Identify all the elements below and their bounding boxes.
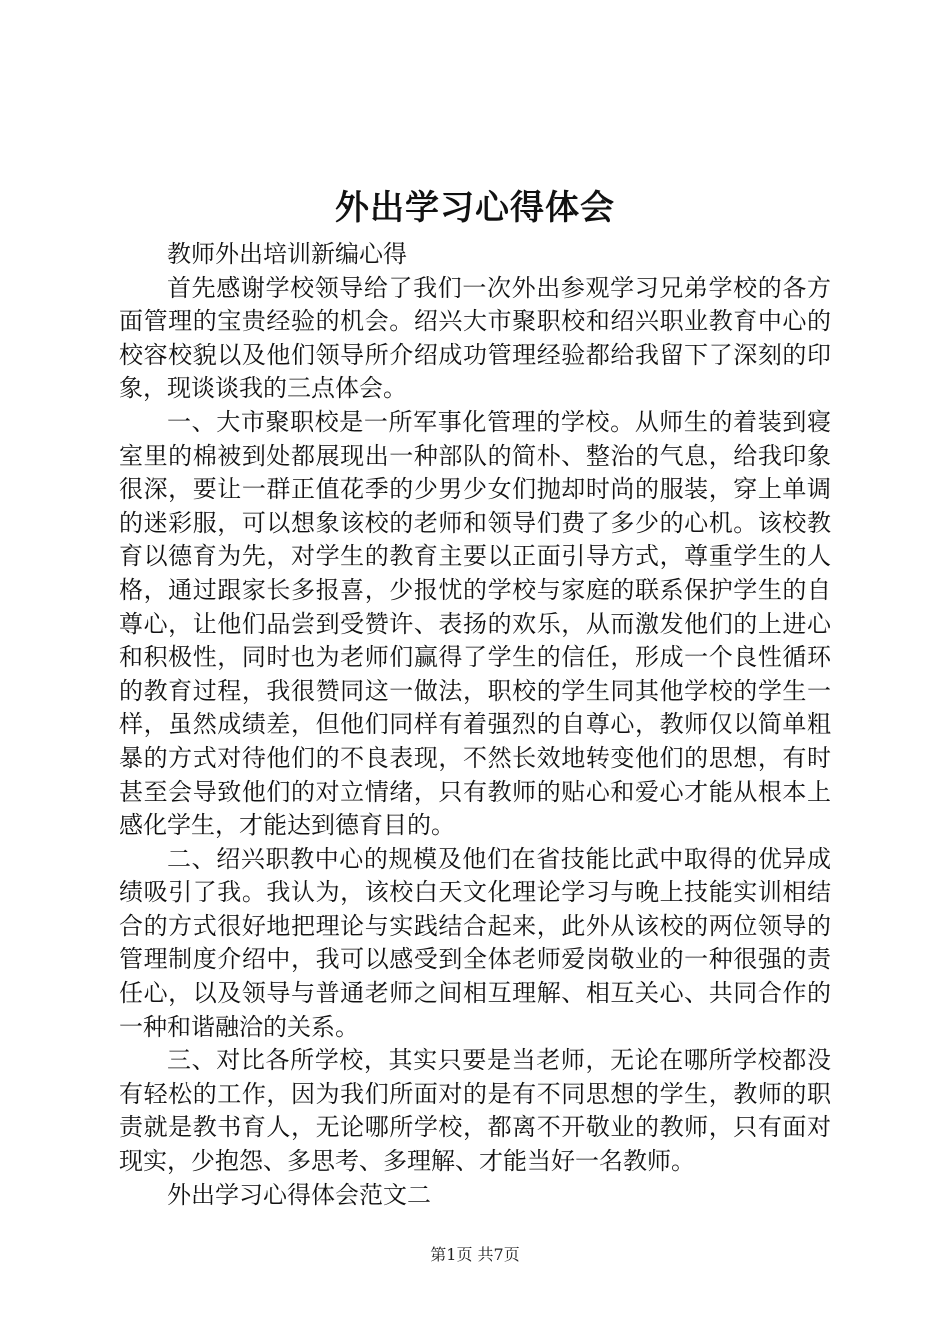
paragraph-next-section-heading: 外出学习心得体会范文二 xyxy=(167,1180,431,1209)
paragraph-subtitle: 教师外出培训新编心得 xyxy=(167,240,407,268)
page-number-footer: 第1页 共7页 xyxy=(430,1245,520,1264)
paragraph-intro: 首先感谢学校领导给了我们一次外出参观学习兄弟学校的各方面管理的宝贵经验的机会。绍兴大市聚职校和绍兴职业教育中心的校容校貌以及他们领导所介绍成功管理经验都给我留下了深刻的印象，现谈谈我的三点体会。 xyxy=(119,273,831,403)
document-body xyxy=(119,238,831,1212)
paragraph-point-two: 二、绍兴职教中心的规模及他们在省技能比武中取得的优异成绩吸引了我。我认为，该校白天文化理论学习与晚上技能实训相结合的方式很好地把理论与实践结合起来，此外从该校的两位领导的管理制度介绍中，我可以感受到全体老师爱岗敬业的一种很强的责任心，以及领导与普通老师之间相互理解、相互关心、共同合作的一种和谐融洽的关系。 xyxy=(119,844,831,1041)
document-title: 外出学习心得体会 xyxy=(335,188,615,228)
paragraph-point-three: 三、对比各所学校，其实只要是当老师，无论在哪所学校都没有轻松的工作，因为我们所面对的是有不同思想的学生，教师的职责就是教书育人，无论哪所学校，都离不开敬业的教师，只有面对现实，少抱怨、多思考、多理解、才能当好一名教师。 xyxy=(119,1046,831,1176)
paragraph-point-one: 一、大市聚职校是一所军事化管理的学校。从师生的着装到寝室里的棉被到处都展现出一种部队的简朴、整治的气息，给我印象很深，要让一群正值花季的少男少女们抛却时尚的服装，穿上单调的迷彩服，可以想象该校的老师和领导们费了多少的心机。该校教育以德育为先，对学生的教育主要以正面引导方式，尊重学生的人格，通过跟家长多报喜，少报忧的学校与家庭的联系保护学生的自尊心，让他们品尝到受赞许、表扬的欢乐，从而激发他们的上进心和积极性，同时也为老师们赢得了学生的信任，形成一个良性循环的教育过程，我很赞同这一做法，职校的学生同其他学校的学生一样，虽然成绩差，但他们同样有着强烈的自尊心，教师仅以简单粗暴的方式对待他们的不良表现，不然长效地转变他们的思想，有时甚至会导致他们的对立情绪，只有教师的贴心和爱心才能从根本上感化学生，才能达到德育目的。 xyxy=(119,407,831,840)
